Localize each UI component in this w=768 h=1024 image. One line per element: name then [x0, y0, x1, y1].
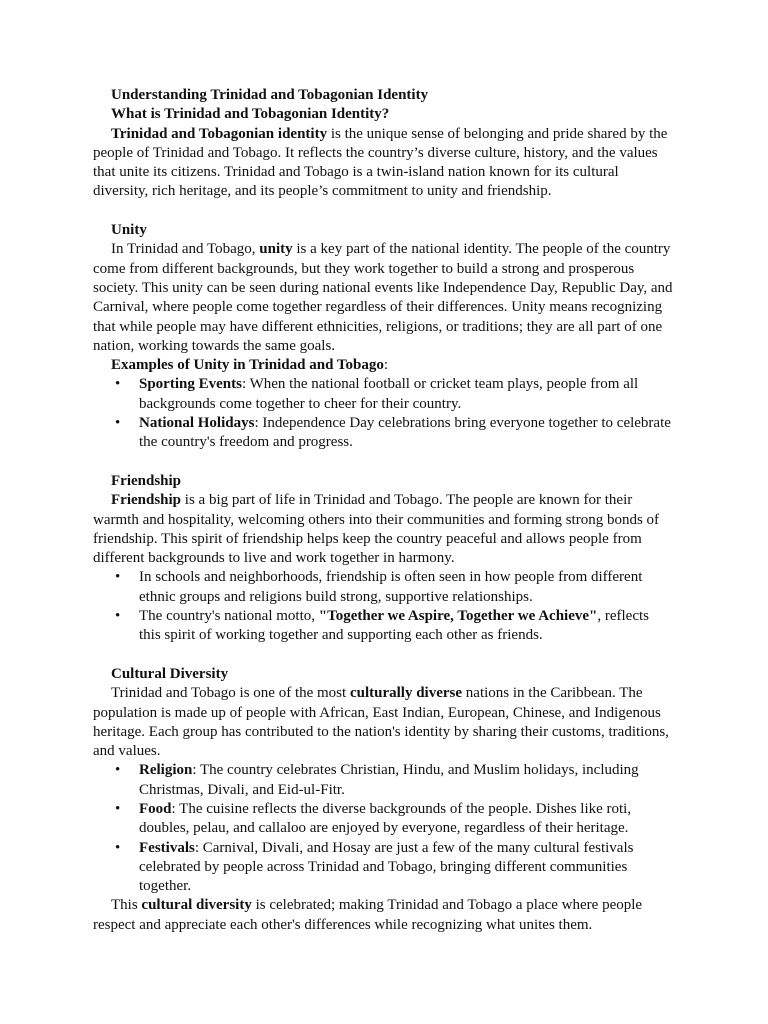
bold-term: Sporting Events	[139, 376, 242, 393]
paragraph-text: Trinidad and Tobago is one of the most	[111, 685, 350, 702]
bold-term: National Holidays	[139, 415, 255, 432]
list-item-text: : Independence Day celebrations bring everyone together to celebrate the country's freedom and progress.	[139, 415, 671, 451]
document-title: Understanding Trinidad and Tobagonian Identity	[111, 87, 429, 103]
paragraph-text: is celebrated; making Trinidad and Tobago a place where people respect and appreciate each other's differences while recognizing what unites them.	[93, 897, 643, 933]
bullet-icon: •	[115, 800, 121, 817]
list-item	[93, 800, 673, 839]
national-motto: "Together we Aspire, Together we Achieve"	[318, 608, 598, 625]
list-item-text: : The country celebrates Christian, Hindu, and Muslim holidays, including Christmas, Divali, and Eid-ul-Fitr.	[139, 762, 639, 798]
spacer	[93, 202, 673, 221]
list-item	[93, 375, 673, 414]
list-item-text: , reflects this spirit of working together and supporting each other as friends.	[139, 608, 649, 644]
unity-examples-list	[93, 375, 673, 452]
paragraph-text: is the unique sense of belonging and pride shared by the people of Trinidad and Tobago. It reflects the country’s diverse culture, history, and the values that unite its citizens. Trinidad and Tobago is a twin-island nation known for its cultural diversity, rich heritage, and its people’s commitment to unity and friendship.	[93, 125, 668, 200]
subheading-text: Examples of Unity in Trinidad and Tobago	[111, 357, 384, 374]
bullet-icon: •	[115, 839, 121, 856]
paragraph-unity	[93, 240, 673, 356]
subheading-colon: :	[383, 357, 389, 374]
subheading-examples-of-unity	[93, 356, 673, 375]
list-item-text: The country's national motto,	[139, 608, 319, 625]
spacer	[93, 453, 673, 472]
bold-term: Religion	[139, 762, 193, 779]
paragraph-text: nations in the Caribbean. The population is made up of people with African, East Indian, European, Chinese, and Indigenous heritage. Each group has contributed to the nation's identity by sharing their customs, traditions, and values.	[93, 685, 669, 760]
section-heading-cultural-diversity: Cultural Diversity	[111, 665, 229, 682]
diversity-list	[93, 761, 673, 896]
bold-term: culturally diverse	[349, 685, 463, 702]
paragraph-identity	[93, 125, 673, 202]
list-item	[93, 414, 673, 453]
friendship-list	[93, 568, 673, 645]
paragraph-text: is a key part of the national identity. The people of the country come from different backgrounds, but they work together to build a strong and prosperous society. This unity can be seen during national events like Independence Day, Republic Day, and Carnival, where people come together regardless of their differences. Unity means recognizing that while people may have different ethnicities, religions, or traditions; they are all part of one nation, working towards the same goals.	[93, 241, 673, 354]
list-item	[93, 607, 673, 646]
list-item	[93, 839, 673, 897]
paragraph-cultural-diversity	[93, 684, 673, 761]
list-item-text: : When the national football or cricket team plays, people from all backgrounds come together to cheer for their country.	[139, 376, 639, 412]
paragraph-closing	[93, 896, 673, 935]
paragraph-text: This	[111, 897, 142, 914]
bold-term: Festivals	[139, 839, 195, 856]
spacer	[93, 646, 673, 665]
list-item	[93, 568, 673, 607]
bold-term: Food	[139, 800, 172, 817]
list-item	[93, 761, 673, 800]
bullet-icon: •	[115, 608, 121, 625]
paragraph-friendship	[93, 491, 673, 568]
bullet-icon: •	[115, 762, 121, 779]
bold-term: cultural diversity	[141, 897, 252, 914]
document-page	[93, 86, 673, 935]
list-item-text: In schools and neighborhoods, friendship is often seen in how people from different ethnic groups and religions build strong, supportive relationships.	[139, 569, 643, 605]
bold-term: unity	[259, 241, 293, 258]
section-heading-friendship: Friendship	[111, 472, 182, 489]
bold-term: Friendship	[111, 492, 182, 509]
bullet-icon: •	[115, 415, 121, 432]
bullet-icon: •	[115, 569, 121, 586]
paragraph-text: is a big part of life in Trinidad and Tobago. The people are known for their warmth and hospitality, welcoming others into their communities and forming strong bonds of friendship. This spirit of friendship helps keep the country peaceful and allows people from different backgrounds to live and work together in harmony.	[93, 492, 660, 567]
section-heading-unity: Unity	[111, 222, 147, 239]
list-item-text: : Carnival, Divali, and Hosay are just a few of the many cultural festivals celebrated by people across Trinidad and Tobago, bringing different communities together.	[139, 839, 634, 895]
list-item-text: : The cuisine reflects the diverse backgrounds of the people. Dishes like roti, doubles, pelau, and callaloo are enjoyed by everyone, regardless of their heritage.	[139, 800, 632, 837]
bold-term: Trinidad and Tobagonian identity	[111, 125, 328, 142]
paragraph-text: In Trinidad and Tobago,	[111, 241, 260, 258]
section-heading-what-is-identity: What is Trinidad and Tobagonian Identity?	[111, 106, 390, 123]
bullet-icon: •	[115, 376, 121, 393]
